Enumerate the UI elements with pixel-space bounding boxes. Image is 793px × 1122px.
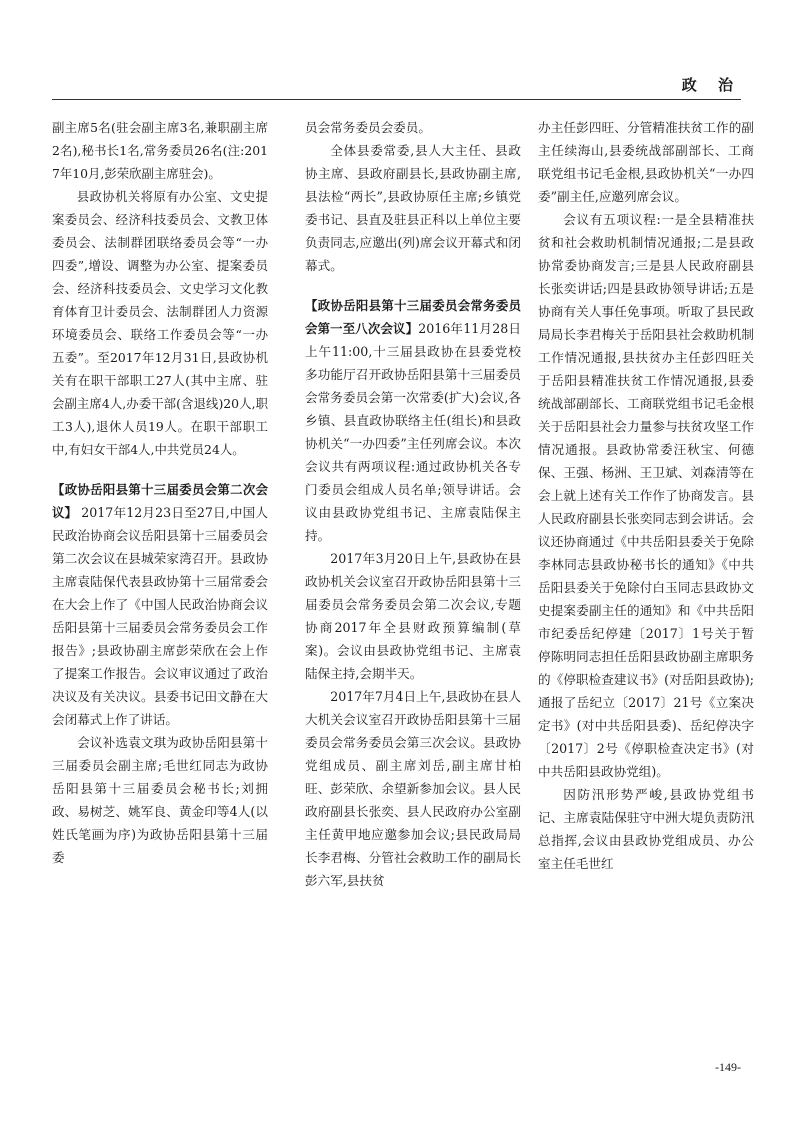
paragraph: 办主任彭四旺、分管精准扶贫工作的副主任续海山,县委统战部副部长、工商联党组书记毛金根,县政协机关“一办四委”副主任,应邀列席会议。 (538, 120, 754, 204)
paragraph-text: 2016年11月28日上午11:00,十三届县政协在县委党校多功能厅召开政协岳阳县第十三届委员会常务委员会第一次常委(扩大)会议,各乡镇、县直政协联络主任(组长)和县政协机关“一办四委”主任列席会议。本次会议共有两项议程:通过政协机关各专门委员会组成人员名单;领导讲话。会议由县政协党组书记、主席袁陆保主持。 (305, 321, 521, 543)
paragraph: 县政协机关将原有办公室、文史提案委员会、经济科技委员会、文教卫体委员会、法制群团联络委员会等“一办四委”,增设、调整为办公室、提案委员会、经济科技委员会、文史学习文化教育体育卫计委员会、法制群团人力资源环境委员会、联络工作委员会等“一办五委”。至2017年12月31日,县政协机关有在职干部职工27人(其中主席、驻会副主席4人,办委干部(含退线)20人,职工3人),退休人员19人。在职干部职工中,有妇女干部4人,中共党员24人。 (52, 189, 268, 457)
running-head-section-title: 政 治 (681, 76, 741, 94)
section-paragraph (52, 478, 268, 731)
paragraph: 2017年7月4日上午,县政协在县人大机关会议室召开政协岳阳县第十三届委员会常务委员会第三次会议。县政协党组成员、副主席刘岳,副主席甘柏旺、彭荣欣、余望新参加会议。县人民政府副县长张奕、县人民政府办公室副主任黄甲地应邀参加会议;县民政局局长李君梅、分管社会救助工作的副局长彭六军,县扶贫 (305, 689, 521, 888)
paragraph-text: 2017年12月23日至27日,中国人民政治协商会议岳阳县第十三届委员会第二次会议在县城荣家湾召开。县政协主席袁陆保代表县政协第十三届常委会在大会上作了《中国人民政治协商会议岳阳县第十三届委员会常务委员会工作报告》;县政协副主席彭荣欣在会上作了提案工作报告。会议审议通过了政治决议及有关决议。县委书记田文静在大会闭幕式上作了讲话。 (52, 505, 268, 727)
paragraph: 全体县委常委,县人大主任、县政协主席、县政府副县长,县政协副主席,县法检“两长”,县政协原任主席;乡镇党委书记、县直及驻县正科以上单位主要负责同志,应邀出(列)席会议开幕式和闭幕式。 (305, 143, 521, 273)
paragraph: 员会常务委员会委员。 (305, 120, 431, 135)
paragraph: 副主席5名(驻会副主席3名,兼职副主席2名),秘书长1名,常务委员26名(注:2017年10月,彭荣欣副主席驻会)。 (52, 120, 268, 181)
page-number: -149- (715, 1060, 741, 1074)
paragraph: 会议补选袁文琪为政协岳阳县第十三届委员会副主席;毛世红同志为政协岳阳县第十三届委员会秘书长;刘拥政、易树芝、姚军良、黄金印等4人(以姓氏笔画为序)为政协岳阳县第十三届委 (52, 735, 268, 865)
paragraph: 因防汛形势严峻,县政协党组书记、主席袁陆保驻守中洲大堤负责防汛总指挥,会议由县政协党组成员、办公室主任毛世红 (538, 787, 754, 871)
column-3 (538, 116, 754, 875)
section-paragraph (305, 294, 521, 547)
section-heading: 【政协岳阳县第十三届委员会常务委员会第一至八次会议】 (305, 298, 521, 336)
column-2 (305, 116, 521, 892)
paragraph: 2017年3月20日上午,县政协在县政协机关会议室召开政协岳阳县第十三届委员会常务委员会第二次会议,专题协商2017年全县财政预算编制(草案)。会议由县政协党组书记、主席袁陆保主持,会期半天。 (305, 551, 521, 681)
column-1 (52, 116, 268, 869)
header-rule (52, 99, 741, 100)
paragraph: 会议有五项议程:一是全县精准扶贫和社会救助机制情况通报;二是县政协常委协商发言;三是县人民政府副县长张奕讲话;四是县政协领导讲话;五是协商有关人事任免事项。听取了县民政局局长李君梅关于岳阳县社会救助机制工作情况通报,县扶贫办主任彭四旺关于岳阳县精准扶贫工作情况通报,县委统战部副部长、工商联党组书记毛金根关于岳阳县社会力量参与扶贫攻坚工作情况通报。县政协常委汪秋宝、何德保、王强、杨洲、王卫斌、刘森清等在会上就上述有关工作作了协商发言。县人民政府副县长张奕同志到会讲话。会议还协商通过《中共岳阳县委关于免除李林同志县政协秘书长的通知》《中共岳阳县委关于免除付白玉同志县政协文史提案委副主任的通知》和《中共岳阳市纪委岳纪停建〔2017〕1号关于暂停陈明同志担任岳阳县政协副主席职务的《停职检查建议书》(对岳阳县政协);通报了岳纪立〔2017〕21号《立案决定书》(对中共岳阳县委)、岳纪停决字〔2017〕2号《停职检查决定书》(对中共岳阳县政协党组)。 (538, 212, 754, 779)
section-heading: 【政协岳阳县第十三届委员会第二次会议】 (52, 482, 268, 520)
